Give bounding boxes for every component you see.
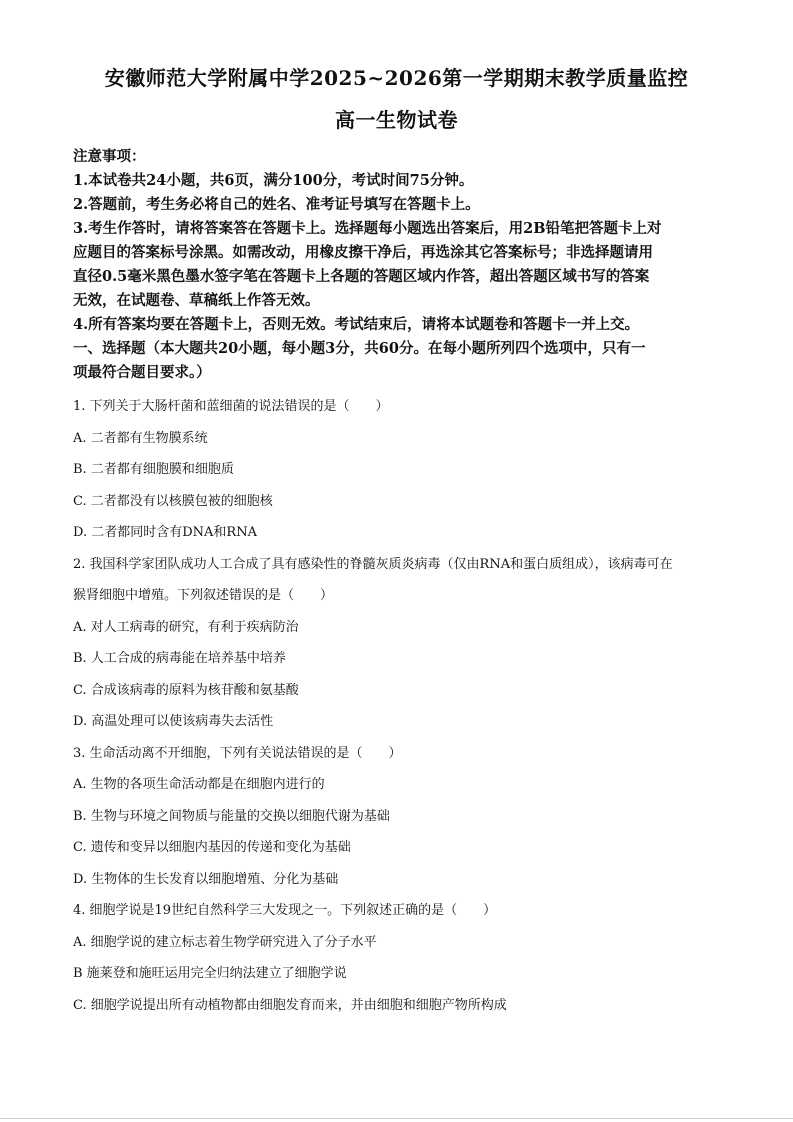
question-2-stem-line1: 2. 我国科学家团队成功人工合成了具有感染性的脊髓灰质炎病毒（仅由RNA和蛋白质组成），该病毒可在 xyxy=(73,556,673,572)
notice-section xyxy=(73,145,723,385)
notice-heading: 注意事项： xyxy=(73,148,146,165)
question-4-option-c: C. 细胞学说提出所有动植物都由细胞发育而来，并由细胞和细胞产物所构成 xyxy=(73,997,507,1013)
question-4-option-b: B 施莱登和施旺运用完全归纳法建立了细胞学说 xyxy=(73,966,347,981)
question-4-option-a: A. 细胞学说的建立标志着生物学研究进入了分子水平 xyxy=(73,934,377,950)
exam-title: 安徽师范大学附属中学2025~2026第一学期期末教学质量监控 xyxy=(104,66,689,90)
question-1-option-d: D. 二者都同时含有DNA和RNA xyxy=(73,525,257,540)
question-2-option-d: D. 高温处理可以使该病毒失去活性 xyxy=(73,714,274,729)
question-1-stem: 1. 下列关于大肠杆菌和蓝细菌的说法错误的是（ ） xyxy=(73,399,389,414)
notice-item-2: 2.答题前，考生务必将自己的姓名、准考证号填写在答题卡上。 xyxy=(73,196,480,213)
notice-item-3-line1: 3.考生作答时，请将答案答在答题卡上。选择题每小题选出答案后，用2B铅笔把答题卡上对 xyxy=(73,220,662,237)
question-3-option-d: D. 生物体的生长发育以细胞增殖、分化为基础 xyxy=(73,871,339,887)
question-2-option-c: C. 合成该病毒的原料为核苷酸和氨基酸 xyxy=(73,682,299,698)
section-heading-line1: 一、选择题（本大题共20小题，每小题3分，共60分。在每小题所列四个选项中，只有一 xyxy=(73,340,646,357)
notice-item-3-line3: 直径0.5毫米黑色墨水签字笔在答题卡上各题的答题区域内作答，超出答题区域书写的答案 xyxy=(73,268,650,285)
question-3-option-c: C. 遗传和变异以细胞内基因的传递和变化为基础 xyxy=(73,840,351,855)
notice-item-4: 4.所有答案均要在答题卡上，否则无效。考试结束后，请将本试题卷和答题卡一并上交。 xyxy=(73,316,640,333)
question-1-option-c: C. 二者都没有以核膜包被的细胞核 xyxy=(73,493,273,509)
question-1-option-a: A. 二者都有生物膜系统 xyxy=(73,430,208,446)
question-3-option-b: B. 生物与环境之间物质与能量的交换以细胞代谢为基础 xyxy=(73,808,390,824)
question-3-stem: 3. 生命活动离不开细胞，下列有关说法错误的是（ ） xyxy=(73,745,402,761)
question-1-option-b: B. 二者都有细胞膜和细胞质 xyxy=(73,462,234,477)
notice-item-3-line4: 无效，在试题卷、草稿纸上作答无效。 xyxy=(73,292,320,309)
questions-list xyxy=(73,391,733,1021)
section-heading-line2: 项最符合题目要求。） xyxy=(73,364,211,381)
question-4-stem: 4. 细胞学说是19世纪自然科学三大发现之一。下列叙述正确的是（ ） xyxy=(73,903,497,918)
question-2-option-b: B. 人工合成的病毒能在培养基中培养 xyxy=(73,651,286,666)
page-bottom-divider xyxy=(0,1118,793,1119)
question-2-stem-line2: 猴肾细胞中增殖。下列叙述错误的是（ ） xyxy=(73,588,334,603)
notice-item-1: 1.本试卷共24小题，共6页，满分100分，考试时间75分钟。 xyxy=(73,172,474,189)
exam-subtitle: 高一生物试卷 xyxy=(335,108,458,132)
question-2-option-a: A. 对人工病毒的研究，有利于疾病防治 xyxy=(73,619,299,635)
notice-item-3-line2: 应题目的答案标号涂黑。如需改动，用橡皮擦干净后，再选涂其它答案标号；非选择题请用 xyxy=(73,244,653,261)
question-3-option-a: A. 生物的各项生命活动都是在细胞内进行的 xyxy=(73,777,325,792)
